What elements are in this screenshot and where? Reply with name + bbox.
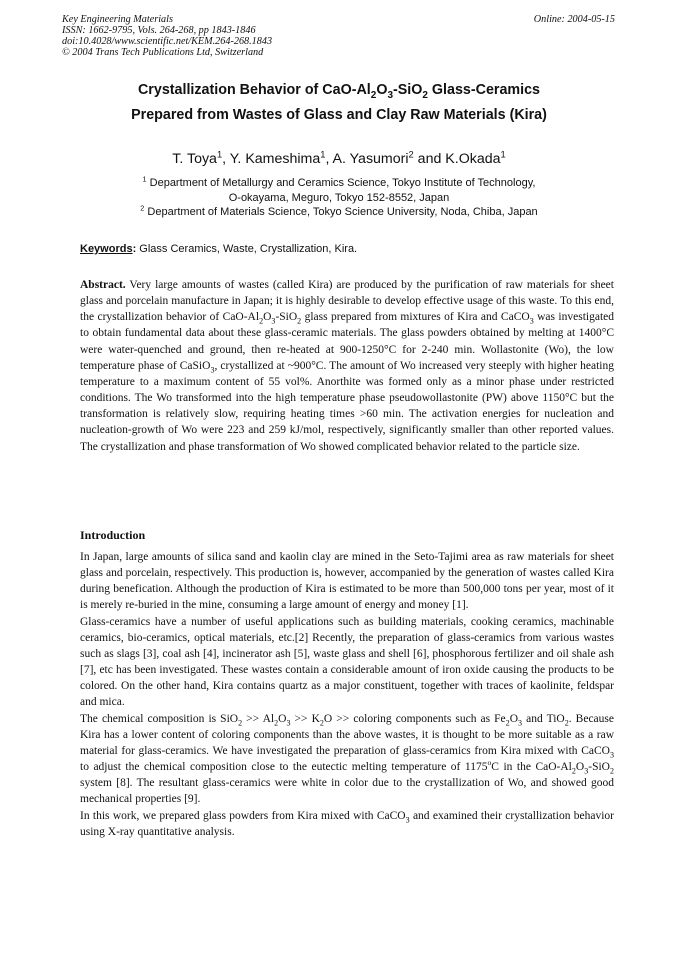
author-list: T. Toya$^1$, Y. Kameshima$^1$, A. Yasumori$^2$ and K.Okada$^1$ [172,149,506,167]
intro-paragraph-4: In this work, we prepared glass powders from Kira mixed with CaCO$_3$ and examined their crystallization behavior using X-ray quantitative analysis. [80,809,614,838]
journal-name: Key Engineering Materials [62,14,173,25]
copyright-line: © 2004 Trans Tech Publications Ltd, Switzerland [62,47,264,58]
affiliation-1: $^1$ Department of Metallurgy and Ceramics Science, Tokyo Institute of Technology, [142,174,536,189]
paper-title-line-2: Prepared from Wastes of Glass and Clay Raw Materials (Kira) [131,107,547,123]
introduction-heading: Introduction [80,528,146,542]
keywords: Keywords: Glass Ceramics, Waste, Crystallization, Kira. [80,243,358,255]
journal-header [62,14,482,58]
introduction-body [80,549,614,840]
keywords-text: Glass Ceramics, Waste, Crystallization, Kira. [136,243,358,255]
intro-paragraph-3: The chemical composition is $SiO_2 >> Al_2O_3 >> K_2O$ >> coloring components such as $Fe_2O_3$ and TiO$_2$. Because Kira has a lower content of coloring components than the above wastes, it is thought to be more suitable as a raw material for glass-ceramics. We have investigated the preparation of glass-ceramics from Kira mixed with CaCO$_3$ to adjust the chemical composition close to the eutectic melting temperature of 1175$^o$C in the CaO-$Al_2O_3-SiO_2$ system [8]. The resultant glass-ceramics were white in color due to the crystallization of Wo, and showed good mechanical properties [9]. [80,712,614,806]
abstract-label: Abstract. [80,279,126,291]
abstract: Abstract. Very large amounts of wastes (called Kira) are produced by the purification of raw materials for sheet glass and porcelain manufacture in Japan; it is highly desirable to develop effective usage of this waste. To this end, the crystallization behavior of CaO-$Al_2O_3-SiO_2$ glass prepared from mixtures of Kira and CaCO$_3$ was investigated to obtain fundamental data about these glass-ceramic materials. The glass powders obtained by melting at 1400°C were water-quenched and ground, then re-heated at 900-1250°C for 2-240 min. Wollastonite (Wo), the low temperature phase of CaSiO$_3$, crystallized at ~900°C. The amount of Wo increased very steeply with higher heating temperature to a maximum content of 55 vol%. Anorthite was formed only as a minor phase under restricted conditions. The Wo transformed into the high temperature phase pseudowollastonite (PW) above 1150°C but the transformation is relatively slow, requiring heating times >60 min. The activation energies for nucleation and nucleation-growth of Wo were 223 and 259 kJ/mol, respectively, significantly smaller than other reported values. The crystallization and phase transformation of Wo showed complicated behavior related to the particle size. [80,279,614,453]
affiliation-2: $^2$ Department of Materials Science, Tokyo Science University, Noda, Chiba, Japan [140,203,538,218]
paper-title-line-1: Crystallization Behavior of CaO-$Al_2O_3-SiO_2$ Glass-Ceramics [137,82,541,101]
intro-paragraph-1: In Japan, large amounts of silica sand and kaolin clay are mined in the Seto-Tajimi area as raw materials for sheet glass and porcelain, respectively. This production is, however, accompanied by the generation of wastes called Kira during benefication. Although the production of Kira is estimated to be more than 500,000 tons per year, most of it is merely re-buried in the mine, consuming a large amount of energy and money [1]. [80,551,614,612]
intro-paragraph-2: Glass-ceramics have a number of useful applications such as building materials, cooking ceramics, machinable ceramics, bio-ceramics, optical materials, etc.[2] Recently, the preparation of glass-ceramics from various wastes such as slags [3], coal ash [4], incinerator ash [5], waste glass and shell [6], phosphorous fertilizer and oil shale ash [7], etc has been investigated. These wastes contain a considerable amount of iron oxide causing the products to be colored. On the other hand, Kira contains quartz as a major constituent, together with traces of kaolinite, feldspar and mica. [80,615,614,709]
issn-line: ISSN: 1662-9795, Vols. 264-268, pp 1843-1846 [62,25,256,36]
keywords-label: Keywords [80,243,133,255]
affiliation-1-address: O-okayama, Meguro, Tokyo 152-8552, Japan [228,192,450,204]
online-date: Online: 2004-05-15 [533,14,615,25]
doi-line: doi:10.4028/www.scientific.net/KEM.264-268.1843 [62,36,273,47]
